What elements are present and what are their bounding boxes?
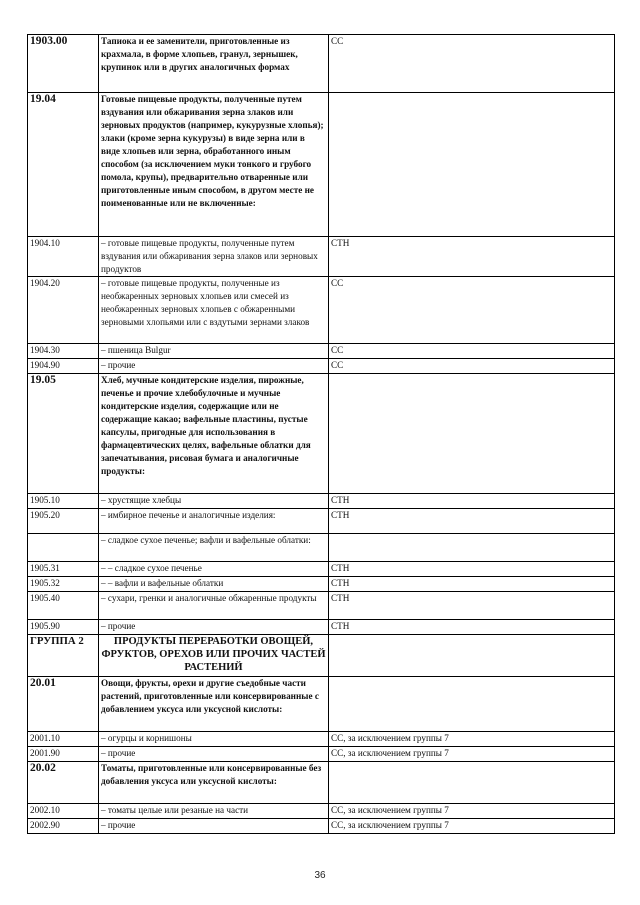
table-row [28, 819, 615, 834]
document-page [27, 34, 607, 834]
table-row [28, 359, 615, 374]
requirement-cell [329, 635, 615, 677]
description-cell: – прочие [99, 359, 329, 374]
code-cell: 19.05 [28, 374, 99, 494]
description-cell: Хлеб, мучные кондитерские изделия, пирожные, печенье и прочие хлебобулочные и мучные кондитерские изделия, содержащие или не содержащие какао; вафельные пластины, пустые капсулы, пригодные для использования в фармацевтических целях, вафельные облатки для запечатывания, рисовая бумага и аналогичные продукты: [99, 374, 329, 494]
table-row [28, 534, 615, 562]
table-row [28, 344, 615, 359]
description-cell: – прочие [99, 620, 329, 635]
code-cell: 2002.90 [28, 819, 99, 834]
description-cell: ПРОДУКТЫ ПЕРЕРАБОТКИ ОВОЩЕЙ, ФРУКТОВ, ОРЕХОВ ИЛИ ПРОЧИХ ЧАСТЕЙ РАСТЕНИЙ [99, 635, 329, 677]
code-cell: 1905.31 [28, 562, 99, 577]
code-cell: 20.01 [28, 677, 99, 732]
code-cell: 19.04 [28, 93, 99, 237]
description-cell: – томаты целые или резаные на части [99, 804, 329, 819]
requirement-cell: СТН [329, 562, 615, 577]
requirement-cell: СТН [329, 237, 615, 277]
table-row [28, 509, 615, 534]
table-row [28, 562, 615, 577]
group-header-row [28, 635, 615, 677]
description-cell: – прочие [99, 747, 329, 762]
code-cell: 1905.32 [28, 577, 99, 592]
requirement-cell: СС [329, 344, 615, 359]
description-cell: Готовые пищевые продукты, полученные путем вздувания или обжаривания зерна злаков или зерновых продуктов (например, кукурузные хлопья); злаки (кроме зерна кукурузы) в виде зерна или в виде хлопьев или зерна, обработанного иным способом (за исключением муки тонкого и грубого помола, крупы), предварительно отваренные или приготовленные иным способом, в другом месте не поименованные или не включенные: [99, 93, 329, 237]
description-cell: – имбирное печенье и аналогичные изделия: [99, 509, 329, 534]
code-cell: 1903.00 [28, 35, 99, 93]
code-cell: 1904.30 [28, 344, 99, 359]
requirement-cell: СТН [329, 577, 615, 592]
description-cell: – – вафли и вафельные облатки [99, 577, 329, 592]
description-cell: – готовые пищевые продукты, полученные путем вздувания или обжаривания зерна злаков или зерновых продуктов [99, 237, 329, 277]
code-cell: 1904.90 [28, 359, 99, 374]
tariff-table-body [28, 35, 615, 834]
description-cell: – – сладкое сухое печенье [99, 562, 329, 577]
requirement-cell: СС, за исключением группы 7 [329, 732, 615, 747]
description-cell: Овощи, фрукты, орехи и другие съедобные части растений, приготовленные или консервированные с добавлением уксуса или уксусной кислоты: [99, 677, 329, 732]
code-cell: 1905.90 [28, 620, 99, 635]
description-cell: – прочие [99, 819, 329, 834]
heading-row [28, 374, 615, 494]
table-row [28, 747, 615, 762]
table-row [28, 277, 615, 344]
requirement-cell [329, 677, 615, 732]
table-row [28, 620, 615, 635]
description-cell: Томаты, приготовленные или консервированные без добавления уксуса или уксусной кислоты: [99, 762, 329, 804]
requirement-cell: СС [329, 359, 615, 374]
code-cell: 1904.20 [28, 277, 99, 344]
code-cell: ГРУППА 2 [28, 635, 99, 677]
requirement-cell [329, 534, 615, 562]
requirement-cell [329, 93, 615, 237]
code-cell: 1905.20 [28, 509, 99, 534]
requirement-cell: СС, за исключением группы 7 [329, 819, 615, 834]
code-cell: 1904.10 [28, 237, 99, 277]
code-cell: 2001.90 [28, 747, 99, 762]
description-cell: – готовые пищевые продукты, полученные из необжаренных зерновых хлопьев или смесей из необжаренных зерновых хлопьев с обжаренными зерновыми хлопьями или с вздутыми зернами злаков [99, 277, 329, 344]
code-cell: 1905.10 [28, 494, 99, 509]
requirement-cell: СТН [329, 509, 615, 534]
requirement-cell: СС, за исключением группы 7 [329, 747, 615, 762]
description-cell: – пшеница Bulgur [99, 344, 329, 359]
code-cell: 20.02 [28, 762, 99, 804]
heading-row [28, 93, 615, 237]
requirement-cell: СС [329, 35, 615, 93]
description-cell: – огурцы и корнишоны [99, 732, 329, 747]
description-cell: Тапиока и ее заменители, приготовленные из крахмала, в форме хлопьев, гранул, зернышек, крупинок или в других аналогичных формах [99, 35, 329, 93]
description-cell: – сухари, гренки и аналогичные обжаренные продукты [99, 592, 329, 620]
requirement-cell [329, 374, 615, 494]
requirement-cell: СТН [329, 494, 615, 509]
code-cell [28, 534, 99, 562]
code-cell: 2002.10 [28, 804, 99, 819]
requirement-cell: СС, за исключением группы 7 [329, 804, 615, 819]
heading-row [28, 35, 615, 93]
heading-row [28, 677, 615, 732]
tariff-table [27, 34, 615, 834]
table-row [28, 577, 615, 592]
table-row [28, 592, 615, 620]
description-cell: – сладкое сухое печенье; вафли и вафельные облатки: [99, 534, 329, 562]
description-cell: – хрустящие хлебцы [99, 494, 329, 509]
code-cell: 1905.40 [28, 592, 99, 620]
requirement-cell: СТН [329, 592, 615, 620]
heading-row [28, 762, 615, 804]
page-number: 36 [314, 870, 326, 881]
table-row [28, 494, 615, 509]
table-row [28, 804, 615, 819]
requirement-cell [329, 762, 615, 804]
table-row [28, 732, 615, 747]
code-cell: 2001.10 [28, 732, 99, 747]
requirement-cell: СТН [329, 620, 615, 635]
requirement-cell: СС [329, 277, 615, 344]
table-row [28, 237, 615, 277]
